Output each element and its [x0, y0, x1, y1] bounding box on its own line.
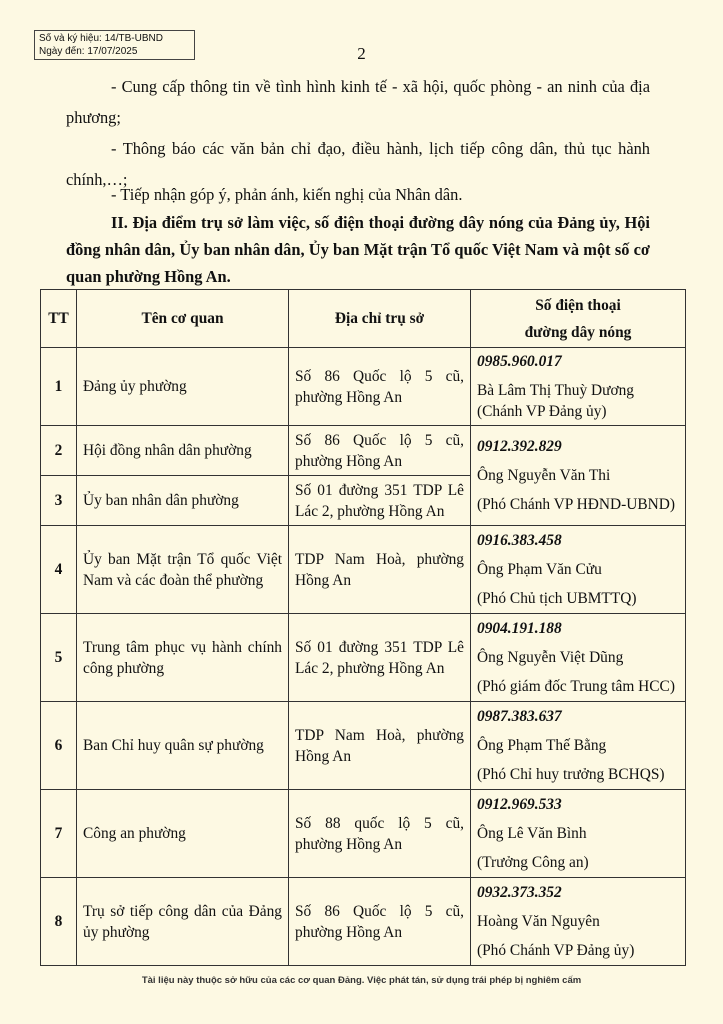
- header-phone: [471, 290, 686, 348]
- office-name: Đảng ủy phường: [77, 348, 289, 426]
- office-address: Số 86 Quốc lộ 5 cũ, phường Hồng An: [289, 426, 471, 476]
- contact-person: Ông Phạm Văn Cửu: [477, 561, 602, 578]
- office-address: Số 01 đường 351 TDP Lê Lác 2, phường Hồng An: [289, 476, 471, 526]
- table-row: [41, 348, 686, 426]
- contact-person: Ông Nguyễn Văn Thi: [477, 467, 611, 484]
- office-address: TDP Nam Hoà, phường Hồng An: [289, 702, 471, 790]
- stamp-received-date: Ngày đến: 17/07/2025: [39, 46, 138, 57]
- hotline-number: 0912.969.533: [477, 796, 562, 813]
- page-number: 2: [357, 44, 366, 63]
- contact-title: (Phó Chánh VP HĐND-UBND): [477, 496, 675, 513]
- office-name: Ủy ban nhân dân phường: [77, 476, 289, 526]
- office-address: Số 86 Quốc lộ 5 cũ, phường Hồng An: [289, 878, 471, 966]
- office-name: Trung tâm phục vụ hành chính công phường: [77, 614, 289, 702]
- hotline-cell: [471, 878, 686, 966]
- contact-person: Ông Phạm Thế Bằng: [477, 737, 607, 754]
- office-table: [40, 289, 686, 966]
- office-address: Số 88 quốc lộ 5 cũ, phường Hồng An: [289, 790, 471, 878]
- office-name: Công an phường: [77, 790, 289, 878]
- row-number: 7: [41, 790, 77, 878]
- contact-title: (Chánh VP Đảng ủy): [477, 403, 607, 420]
- header-tt: TT: [41, 290, 77, 348]
- header-phone-line2: đường dây nóng: [524, 323, 632, 341]
- table-row: [41, 614, 686, 702]
- hotline-cell: [471, 790, 686, 878]
- row-number: 5: [41, 614, 77, 702]
- contact-title: (Trưởng Công an): [477, 854, 589, 871]
- office-name: Ủy ban Mặt trận Tổ quốc Việt Nam và các đoàn thể phường: [77, 526, 289, 614]
- contact-person: Ông Lê Văn Bình: [477, 825, 587, 842]
- hotline-cell: [471, 526, 686, 614]
- row-number: 1: [41, 348, 77, 426]
- contact-title: (Phó Chánh VP Đảng ủy): [477, 942, 635, 959]
- section-heading: II. Địa điểm trụ sở làm việc, số điện thoại đường dây nóng của Đảng ủy, Hội đồng nhân dân, Ủy ban nhân dân, Ủy ban Mặt trận Tổ quốc Việt Nam và một số cơ quan phường Hồng An.: [66, 213, 650, 286]
- confidentiality-footer: Tài liệu này thuộc sở hữu của các cơ quan Đảng. Việc phát tán, sử dụng trái phép bị nghiêm cấm: [141, 975, 582, 986]
- header-name: Tên cơ quan: [77, 290, 289, 348]
- contact-person: Hoàng Văn Nguyên: [477, 913, 600, 930]
- row-number: 3: [41, 476, 77, 526]
- bullet-paragraph: - Thông báo các văn bản chỉ đạo, điều hành, lịch tiếp công dân, thủ tục hành chính,…;: [66, 139, 650, 189]
- hotline-number: 0985.960.017: [477, 353, 562, 370]
- row-number: 6: [41, 702, 77, 790]
- header-address: Địa chỉ trụ sở: [289, 290, 471, 348]
- office-name: Ban Chỉ huy quân sự phường: [77, 702, 289, 790]
- hotline-number: 0932.373.352: [477, 884, 562, 901]
- contact-title: (Phó Chủ tịch UBMTTQ): [477, 590, 637, 607]
- hotline-number: 0987.383.637: [477, 708, 562, 725]
- table-row: [41, 426, 686, 476]
- bullet-paragraph: - Cung cấp thông tin về tình hình kinh tế - xã hội, quốc phòng - an ninh của địa phương;: [66, 77, 650, 127]
- table-row: [41, 790, 686, 878]
- office-address: TDP Nam Hoà, phường Hồng An: [289, 526, 471, 614]
- office-address: Số 86 Quốc lộ 5 cũ, phường Hồng An: [289, 348, 471, 426]
- contact-title: (Phó giám đốc Trung tâm HCC): [477, 678, 675, 695]
- hotline-cell: [471, 702, 686, 790]
- row-number: 4: [41, 526, 77, 614]
- table-row: [41, 878, 686, 966]
- table-row: [41, 702, 686, 790]
- office-address: Số 01 đường 351 TDP Lê Lác 2, phường Hồng An: [289, 614, 471, 702]
- office-name: Hội đồng nhân dân phường: [77, 426, 289, 476]
- table-header-row: [41, 290, 686, 348]
- contact-person: Bà Lâm Thị Thuỳ Dương: [477, 382, 634, 399]
- row-number: 2: [41, 426, 77, 476]
- office-name: Trụ sở tiếp công dân của Đảng ủy phường: [77, 878, 289, 966]
- stamp-document-number: Số và ký hiệu: 14/TB-UBND: [39, 33, 163, 44]
- hotline-cell: [471, 614, 686, 702]
- table-row: [41, 526, 686, 614]
- contact-title: (Phó Chỉ huy trưởng BCHQS): [477, 766, 665, 783]
- bullet-paragraph: - Tiếp nhận góp ý, phản ánh, kiến nghị của Nhân dân.: [111, 185, 463, 204]
- hotline-number: 0912.392.829: [477, 438, 562, 455]
- row-number: 8: [41, 878, 77, 966]
- hotline-cell: [471, 426, 686, 526]
- header-phone-line1: Số điện thoại: [535, 296, 621, 314]
- hotline-number: 0904.191.188: [477, 620, 562, 637]
- hotline-number: 0916.383.458: [477, 532, 562, 549]
- hotline-cell: [471, 348, 686, 426]
- contact-person: Ông Nguyễn Việt Dũng: [477, 649, 624, 666]
